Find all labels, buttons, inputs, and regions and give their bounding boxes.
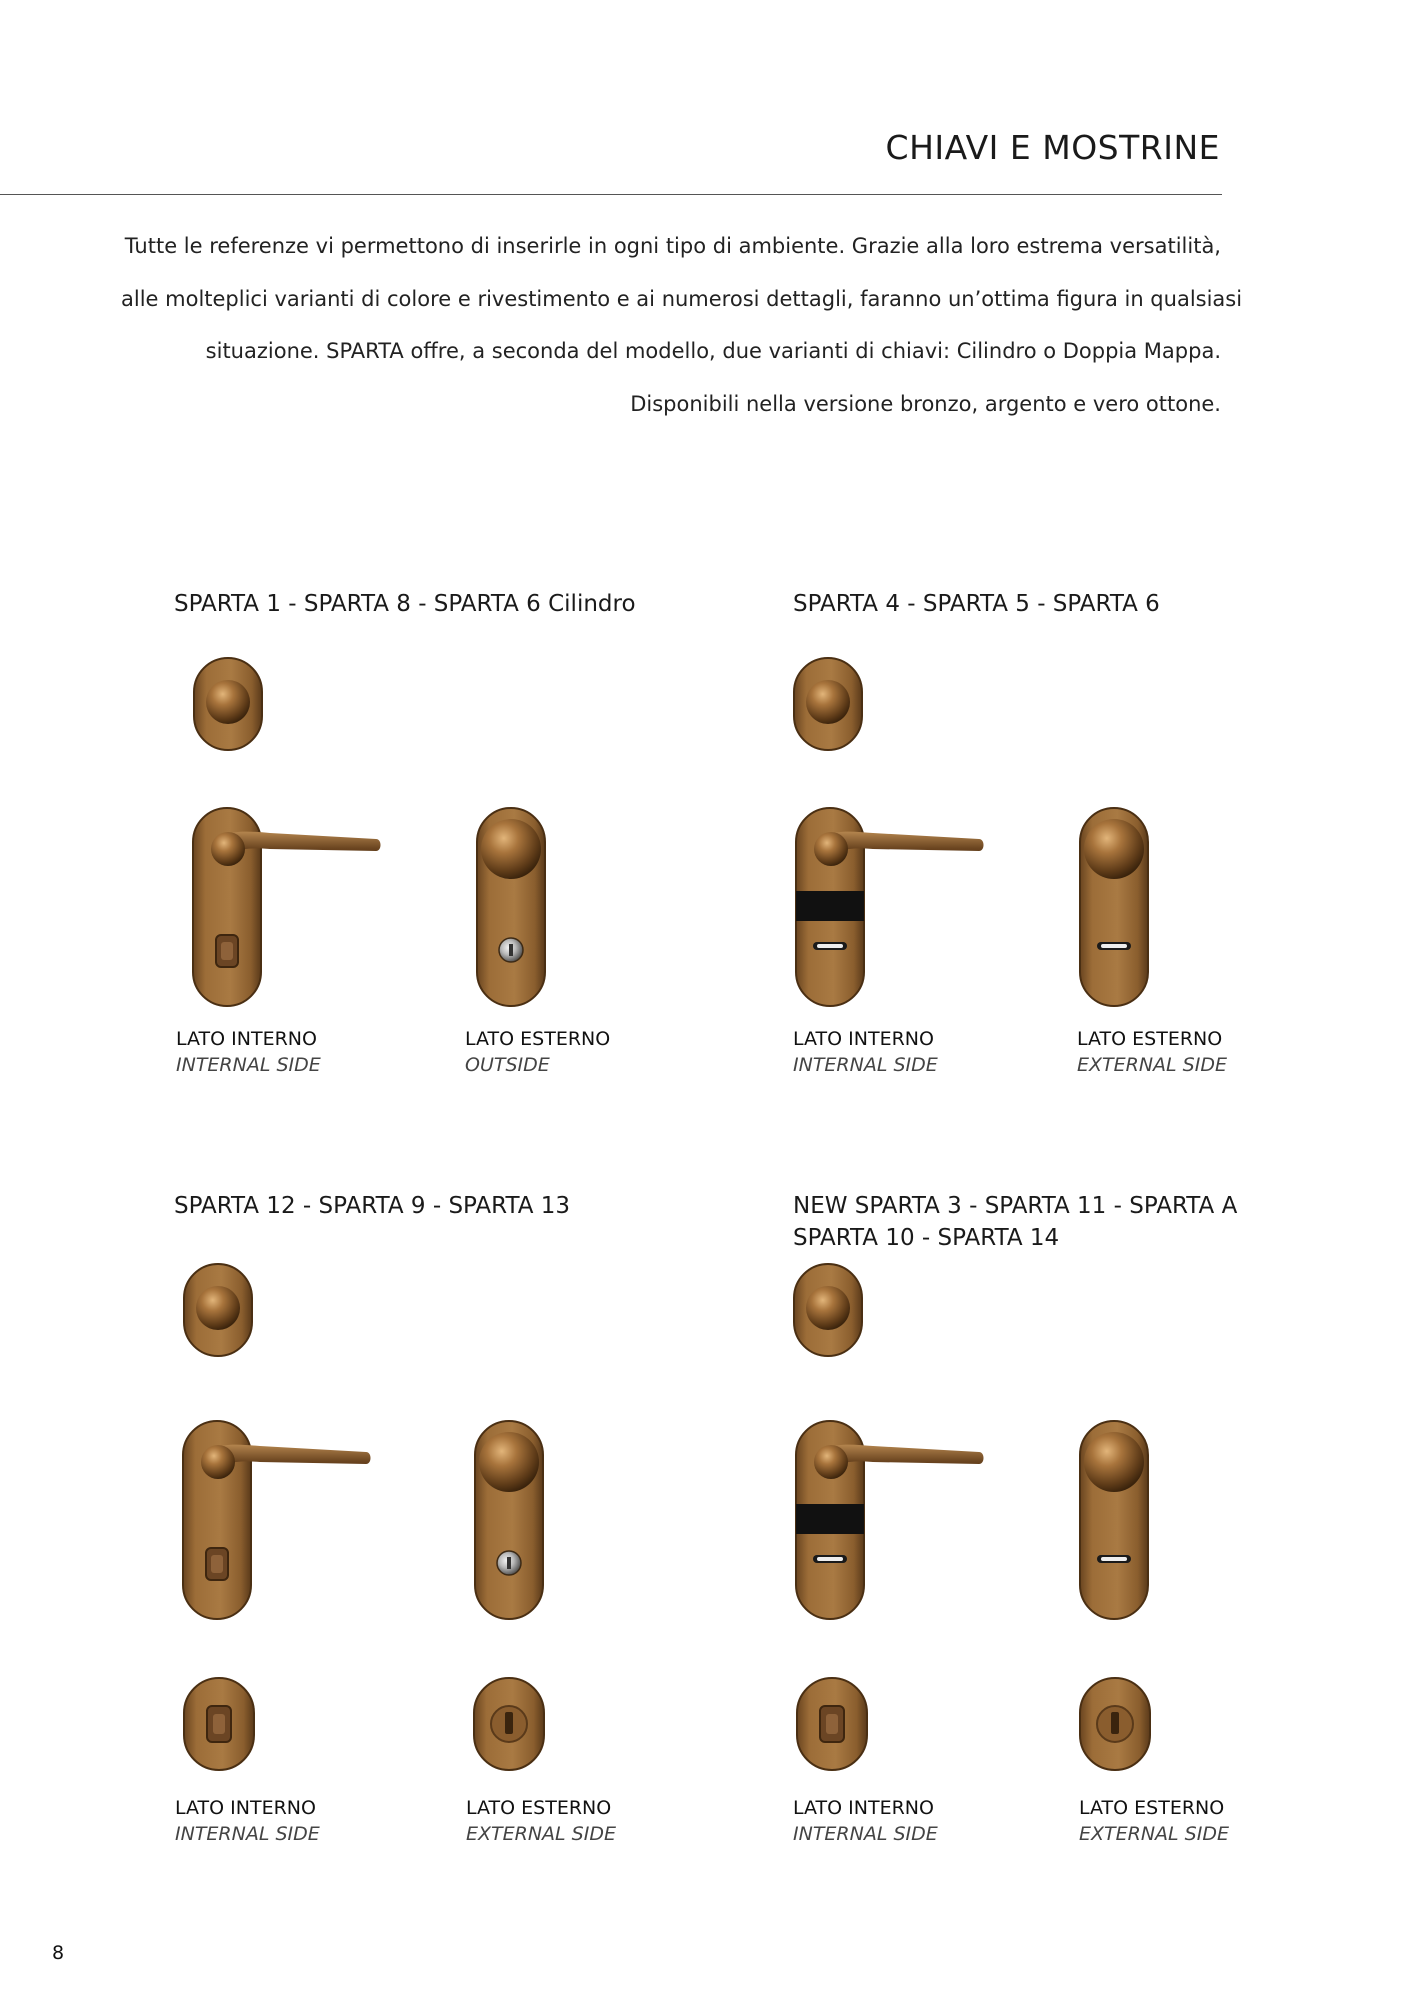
- lever-handle-plate-image: [180, 1418, 375, 1623]
- intro-line: situazione. SPARTA offre, a seconda del modello, due varianti di chiavi: Cilindro o Doppia Mappa.: [205, 339, 1221, 363]
- section-title-line: NEW SPARTA 3 - SPARTA 11 - SPARTA A: [793, 1193, 1238, 1219]
- side-label-sub: OUTSIDE: [465, 1054, 550, 1076]
- section-title: SPARTA 1 - SPARTA 8 - SPARTA 6 Cilindro: [174, 591, 636, 617]
- knob-cylinder-plate-image: [472, 1418, 546, 1623]
- side-label-sub: EXTERNAL SIDE: [1077, 1054, 1227, 1076]
- right-side-label: [465, 1026, 610, 1078]
- side-label-sub: EXTERNAL SIDE: [466, 1823, 616, 1845]
- side-label-main: LATO INTERNO: [793, 1028, 934, 1050]
- left-side-label: [793, 1795, 938, 1847]
- side-label-sub: EXTERNAL SIDE: [1079, 1823, 1229, 1845]
- intro-line: Tutte le referenze vi permettono di inserirle in ogni tipo di ambiente. Grazie alla loro estrema versatilità,: [124, 234, 1221, 258]
- thumbturn-rosette-image: [795, 1676, 869, 1772]
- side-label-main: LATO INTERNO: [176, 1028, 317, 1050]
- rosette-knob-image: [182, 1262, 254, 1358]
- page-title: CHIAVI E MOSTRINE: [885, 128, 1220, 167]
- side-label-sub: INTERNAL SIDE: [176, 1054, 321, 1076]
- lever-handle-plate-image: [190, 805, 385, 1010]
- left-side-label: [176, 1026, 321, 1078]
- side-label-main: LATO ESTERNO: [1077, 1028, 1223, 1050]
- right-side-label: [1079, 1795, 1229, 1847]
- right-side-label: [1077, 1026, 1227, 1078]
- side-label-main: LATO INTERNO: [175, 1797, 316, 1819]
- side-label-main: LATO INTERNO: [793, 1797, 934, 1819]
- side-label-sub: INTERNAL SIDE: [793, 1823, 938, 1845]
- lever-handle-plate-image: [793, 805, 988, 1010]
- rosette-knob-image: [192, 656, 264, 752]
- side-label-main: LATO ESTERNO: [466, 1797, 612, 1819]
- cylinder-rosette-image: [472, 1676, 546, 1772]
- intro-line: alle molteplici varianti di colore e rivestimento e ai numerosi dettagli, faranno un’ottima figura in qualsiasi: [121, 286, 1243, 311]
- side-label-main: LATO ESTERNO: [1079, 1797, 1225, 1819]
- side-label-main: LATO ESTERNO: [465, 1028, 611, 1050]
- knob-keyhole-plate-image: [1077, 805, 1151, 1010]
- section-title: [793, 1190, 1237, 1254]
- knob-keyhole-plate-image: [1077, 1418, 1151, 1623]
- right-side-label: [466, 1795, 616, 1847]
- rosette-knob-image: [792, 656, 864, 752]
- intro-paragraph: [121, 220, 1243, 430]
- left-side-label: [175, 1795, 320, 1847]
- section-title: SPARTA 4 - SPARTA 5 - SPARTA 6: [793, 591, 1160, 617]
- title-divider: [0, 194, 1222, 195]
- intro-line: Disponibili nella versione bronzo, argento e vero ottone.: [630, 391, 1221, 416]
- cylinder-rosette-image: [1078, 1676, 1152, 1772]
- side-label-sub: INTERNAL SIDE: [793, 1054, 938, 1076]
- knob-cylinder-plate-image: [474, 805, 548, 1010]
- page-number: 8: [52, 1942, 65, 1964]
- left-side-label: [793, 1026, 938, 1078]
- side-label-sub: INTERNAL SIDE: [175, 1823, 320, 1845]
- section-title-line: SPARTA 10 - SPARTA 14: [793, 1225, 1060, 1251]
- section-title: SPARTA 12 - SPARTA 9 - SPARTA 13: [174, 1193, 571, 1219]
- thumbturn-rosette-image: [182, 1676, 256, 1772]
- rosette-knob-image: [792, 1262, 864, 1358]
- lever-handle-plate-image: [793, 1418, 988, 1623]
